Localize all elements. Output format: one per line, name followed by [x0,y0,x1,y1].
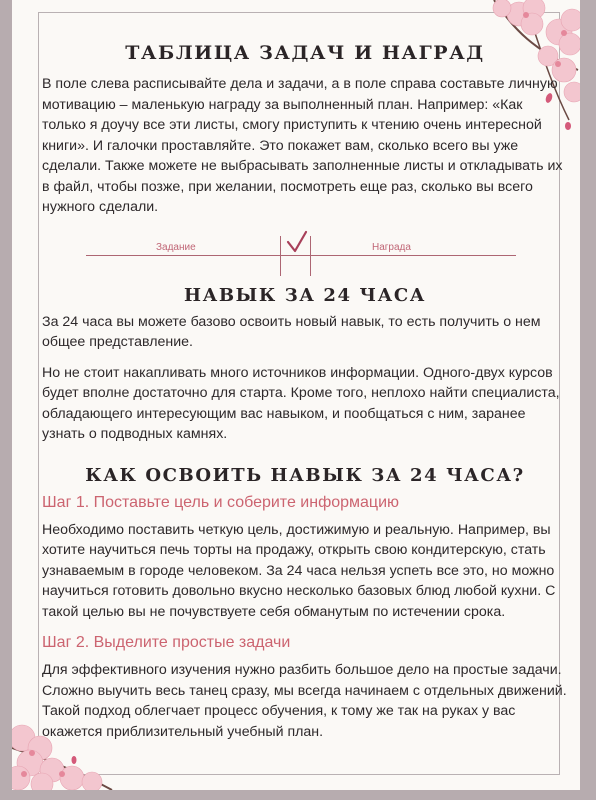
page-content [42,40,568,742]
step-1-text: Необходимо поставить четкую цель, достижимую и реальную. Например, вы хотите научиться печь торты на продажу, открыть свою кондитерскую, стать узнаваемым в городе человеком. За 24 часа нельзя успеть все это, но можно научиться готовить довольно вкусно несколько базовых блюд любой кухни. С такой целью вы не почувствуете себя обманутым по истечении срока. [42,521,556,620]
table-divider-line [280,236,281,276]
section-title-tasks-rewards: ТАБЛИЦА ЗАДАЧ И НАГРАД [125,42,485,64]
book-page [12,0,580,790]
checkmark-icon [286,230,308,259]
step-2-title: Шаг 2. Выделите простые задачи [42,634,291,651]
task-column-label: Задание [156,241,196,253]
step-2-text: Для эффективного изучения нужно разбить большое дело на простые задачи. Сложно выучить весь танец сразу, мы всегда начинаем с отдельных движений. Такой подход облегчает процесс обучения, к тому же так на руках у вас окажется приблизительный учебный план. [42,662,567,740]
skill-24h-paragraph-1: За 24 часа вы можете базово освоить новый навык, то есть получить о нем общее представление. [42,313,541,350]
section-title-skill-24h: НАВЫК ЗА 24 ЧАСА [183,284,427,306]
task-reward-table-example [42,227,568,273]
reward-column-label: Награда [372,241,411,253]
table-divider-line [310,236,311,276]
section-title-how-to-master: КАК ОСВОИТЬ НАВЫК ЗА 24 ЧАСА? [85,464,525,486]
step-1-title: Шаг 1. Поставьте цель и соберите информацию [42,493,400,511]
tasks-rewards-paragraph: В поле слева расписывайте дела и задачи, а в поле справа составьте личную мотивацию – маленькую награду за выполненный план. Например: «Как только я доучу все эти листы, смогу приступить к чтению очень интересной книги». И галочки проставляйте. Это покажет вам, сколько всего вы уже сделали. Также можете не выбрасывать заполненные листы и откладывать их в файл, чтобы позже, при желании, посмотреть еще раз, сколько вы всего нужного сделали. [42,76,563,215]
skill-24h-paragraph-2: Но не стоит накапливать много источников информации. Одного-двух курсов будет вполне достаточно для старта. Кроме того, неплохо найти специалиста, обладающего интересующим вас навыком, и пообщаться с ним, заранее узнать о подводных камнях. [42,364,560,442]
